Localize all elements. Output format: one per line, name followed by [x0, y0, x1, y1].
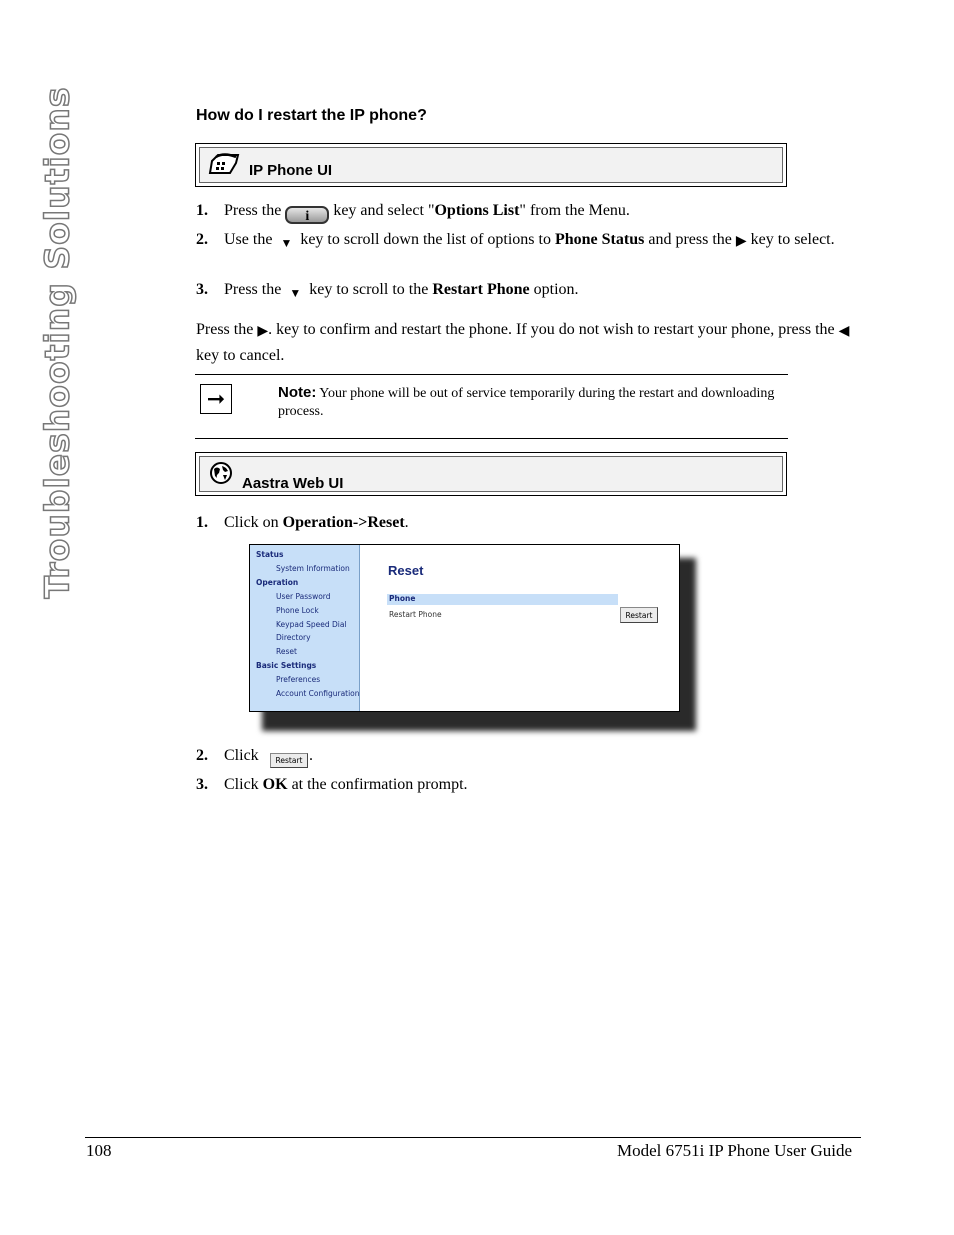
divider: [195, 438, 788, 439]
section-side-tab-label: Troubleshooting Solutions: [37, 86, 77, 598]
sidebar-item: Basic Settings: [256, 661, 317, 670]
sidebar-item: User Password: [276, 592, 331, 601]
down-arrow-key-icon: ▼: [289, 286, 302, 300]
phone-icon: [206, 151, 242, 177]
sidebar-item: Keypad Speed Dial: [276, 620, 347, 629]
screenshot-row-label: Restart Phone: [389, 610, 442, 619]
sidebar-item: Account Configuration: [276, 689, 360, 698]
instruction-paragraph: Press the ▶. key to confirm and restart the phone. If you do not wish to restart your phone, press the ◀ key to cancel.: [196, 321, 850, 364]
page-number: 108: [86, 1141, 112, 1160]
period: .: [309, 747, 313, 764]
globe-icon: [209, 461, 233, 485]
sidebar-item: Operation: [256, 578, 299, 587]
sidebar-item: Reset: [276, 647, 297, 656]
sidebar-item: Status: [256, 550, 284, 559]
screenshot-sidebar: [250, 545, 360, 711]
divider: [195, 374, 788, 375]
left-arrow-key-icon: ◀: [838, 324, 850, 339]
screenshot-section-header: Phone: [387, 594, 618, 605]
ip-phone-ui-label: IP Phone UI: [249, 162, 333, 179]
document-title: Model 6751i IP Phone User Guide: [617, 1141, 852, 1160]
aastra-web-ui-box: [195, 452, 787, 496]
screenshot-restart-button: Restart: [620, 607, 658, 623]
screenshot-page-title: Reset: [388, 563, 424, 578]
aastra-web-ui-label: Aastra Web UI: [242, 475, 344, 492]
sidebar-item: Directory: [276, 633, 311, 642]
footer-divider: [85, 1137, 861, 1138]
sidebar-item: Preferences: [276, 675, 321, 684]
ip-phone-ui-box: [195, 143, 787, 187]
restart-button-image: Restart: [270, 753, 308, 768]
sidebar-item: System Information: [276, 564, 350, 573]
right-arrow-key-icon: ▶: [257, 324, 269, 339]
right-arrow-key-icon: ▶: [735, 234, 747, 249]
section-side-tab: [32, 86, 82, 598]
down-arrow-key-icon: ▼: [280, 236, 293, 250]
note: Note: Your phone will be out of service temporarily during the restart and downloading process.: [278, 384, 775, 419]
page-heading: How do I restart the IP phone?: [196, 107, 427, 124]
arrow-right-icon: ➞: [200, 384, 232, 414]
info-key-icon: i: [285, 206, 329, 224]
sidebar-item: Phone Lock: [276, 606, 319, 615]
web-ui-screenshot: [249, 544, 680, 712]
